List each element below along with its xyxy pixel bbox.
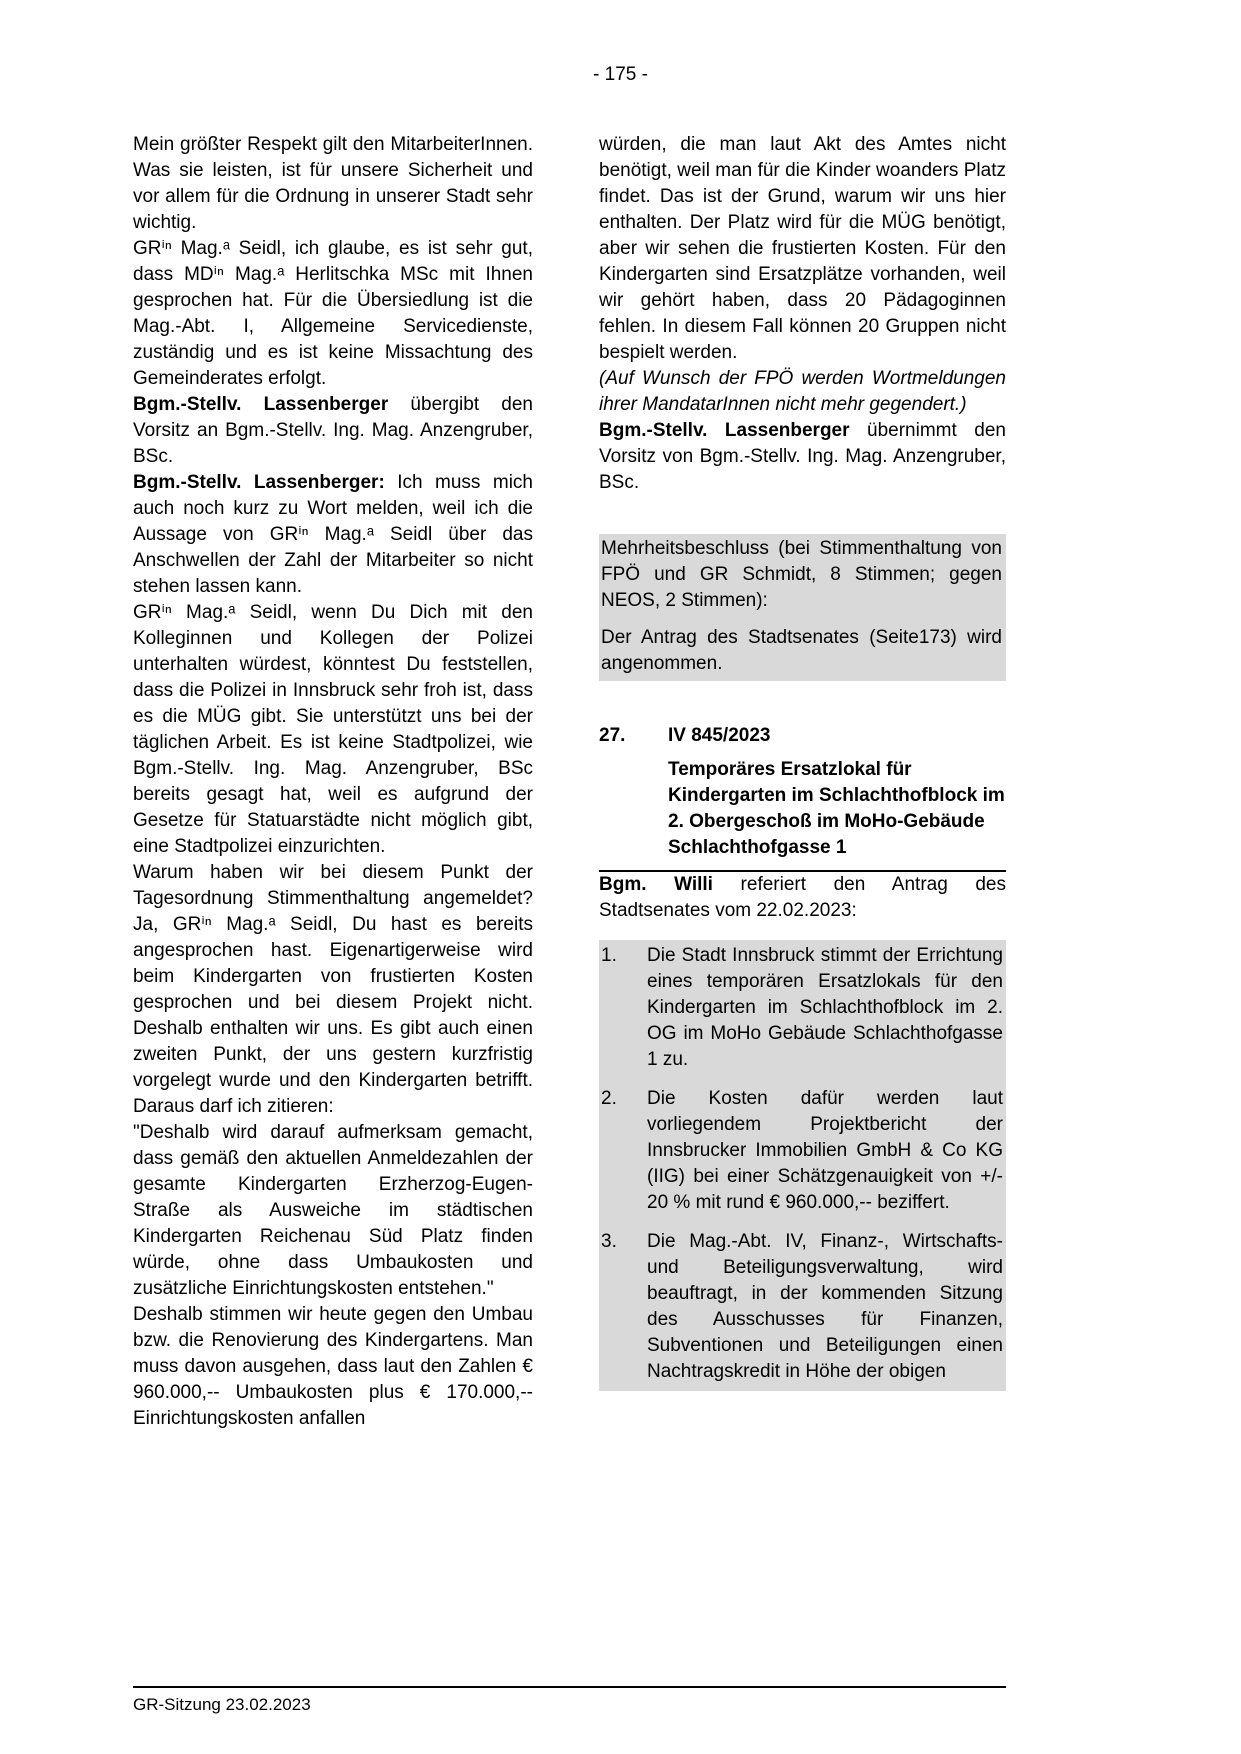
motion-item xyxy=(601,943,1003,1073)
paragraph: würden, die man laut Akt des Amtes nicht benötigt, weil man für die Kinder woanders Platz findet. Das ist der Grund, warum wir uns hier enthalten. Der Platz wird für die MÜG benötigt, aber wir sehen die frustierten Kosten. Für den Kindergarten sind Ersatzplätze vorhanden, weil wir gehört haben, dass 20 Pädagoginnen fehlen. In diesem Fall können 20 Gruppen nicht bespielt werden. xyxy=(599,134,1006,363)
paragraph-text: Ich muss mich auch noch kurz zu Wort melden, weil ich die Aussage von GRⁱⁿ Mag.ᵃ Seidl über das Anschwellen der Zahl der Mitarbeiter so nicht stehen lassen kann. xyxy=(133,472,533,597)
motion-item-number: 2. xyxy=(601,1088,617,1109)
speech-paragraph xyxy=(133,470,533,600)
referent-paragraph xyxy=(599,872,1006,924)
chair-handover-paragraph xyxy=(133,392,533,470)
quote-paragraph: "Deshalb wird darauf aufmerksam gemacht, dass gemäß den aktuellen Anmeldezahlen der gesamte Kindergarten Erzherzog-Eugen-Straße als Ausweiche im städtischen Kindergarten Reichenau Süd Platz finden würde, ohne dass Umbaukosten und zusätzliche Einrichtungskosten entstehen." xyxy=(133,1122,533,1299)
page-footer: GR-Sitzung 23.02.2023 xyxy=(133,1686,1006,1716)
paragraph-text: referiert den Antrag des Stadtsenates vom 22.02.2023: xyxy=(599,874,1006,921)
paragraph: GRⁱⁿ Mag.ᵃ Seidl, ich glaube, es ist sehr gut, dass MDⁱⁿ Mag.ᵃ Herlitschka MSc mit Ihnen gesprochen hat. Für die Übersiedlung ist die Mag.-Abt. I, Allgemeine Servicedienste, zuständig und es ist keine Missachtung des Gemeinderates erfolgt. xyxy=(133,238,533,389)
agenda-item-ref: IV 845/2023 xyxy=(668,725,771,746)
paragraph: Mein größter Respekt gilt den MitarbeiterInnen. Was sie leisten, ist für unsere Sicherheit und vor allem für die Ordnung in unserer Stadt sehr wichtig. xyxy=(133,134,533,233)
agenda-item-title: Temporäres Ersatzlokal für Kindergarten im Schlachthofblock im 2. Obergeschoß im MoHo-Gebäude Schlachthofgasse 1 xyxy=(668,759,1005,858)
editorial-note-paragraph: (Auf Wunsch der FPÖ werden Wortmeldungen ihrer MandatarInnen nicht mehr gegendert.) xyxy=(599,368,1006,415)
right-column xyxy=(599,132,1006,1391)
left-column xyxy=(133,132,533,1432)
page-number: - 175 - xyxy=(593,64,648,85)
paragraph: GRⁱⁿ Mag.ᵃ Seidl, wenn Du Dich mit den Kolleginnen und Kollegen der Polizei unterhalten würdest, könntest Du feststellen, dass die Polizei in Innsbruck sehr froh ist, dass es die MÜG gibt. Sie unterstützt uns bei der täglichen Arbeit. Es ist keine Stadtpolizei, wie Bgm.-Stellv. Ing. Mag. Anzengruber, BSc bereits gesagt hat, weil es aufgrund der Gesetze für Statuarstädte nicht möglich gibt, eine Stadtpolizei einzurichten. xyxy=(133,602,533,857)
speaker-name: Bgm.-Stellv. Lassenberger: xyxy=(133,472,385,493)
motion-item xyxy=(601,1086,1003,1216)
speaker-name: Bgm. Willi xyxy=(599,874,713,895)
decision-outcome: Der Antrag des Stadtsenates (Seite173) wird angenommen. xyxy=(601,627,1002,674)
agenda-item-header xyxy=(599,723,1006,749)
motion-item-text: Die Stadt Innsbruck stimmt der Errichtung eines temporären Ersatzlokals für den Kindergarten im Schlachthofblock im 2. OG im MoHo Gebäude Schlachthofgasse 1 zu. xyxy=(647,945,1003,1070)
motion-highlight-block xyxy=(599,940,1006,1391)
paragraph: Warum haben wir bei diesem Punkt der Tagesordnung Stimmenthaltung angemeldet? Ja, GRⁱⁿ Mag.ᵃ Seidl, Du hast es bereits angesprochen hast. Eigenartigerweise wird beim Kindergarten von frustierten Kosten gesprochen und bei diesem Projekt nicht. Deshalb enthalten wir uns. Es gibt auch einen zweiten Punkt, der uns gestern kurzfristig vorgelegt wurde und den Kindergarten betrifft. Daraus darf ich zitieren: xyxy=(133,862,533,1117)
speaker-name: Bgm.-Stellv. Lassenberger xyxy=(599,420,850,441)
motion-item-text: Die Mag.-Abt. IV, Finanz-, Wirtschafts- und Beteiligungsverwaltung, wird beauftragt, in der kommenden Sitzung des Ausschusses für Finanzen, Subventionen und Beteiligungen einen Nachtragskredit in Höhe der obigen xyxy=(647,1231,1003,1382)
motion-item-text: Die Kosten dafür werden laut vorliegendem Projektbericht der Innsbrucker Immobilien GmbH & Co KG (IIG) bei einer Schätzgenauigkeit von +/- 20 % mit rund € 960.000,-- beziffert. xyxy=(647,1088,1003,1213)
paragraph-text: übergibt den Vorsitz an Bgm.-Stellv. Ing. Mag. Anzengruber, BSc. xyxy=(133,394,534,467)
motion-item-number: 3. xyxy=(601,1231,617,1252)
decision-result: Mehrheitsbeschluss (bei Stimmenthaltung von FPÖ und GR Schmidt, 8 Stimmen; gegen NEOS, 2 Stimmen): xyxy=(601,538,1002,611)
paragraph-text: übernimmt den Vorsitz von Bgm.-Stellv. Ing. Mag. Anzengruber, BSc. xyxy=(599,420,1006,493)
motion-item xyxy=(601,1229,1003,1385)
decision-highlight-block xyxy=(599,534,1006,681)
paragraph: Deshalb stimmen wir heute gegen den Umbau bzw. die Renovierung des Kindergartens. Man muss davon ausgehen, dass laut den Zahlen € 960.000,-- Umbaukosten plus € 170.000,-- Einrichtungskosten anfallen xyxy=(133,1304,533,1429)
speaker-name: Bgm.-Stellv. Lassenberger xyxy=(133,394,389,415)
chair-handover-paragraph xyxy=(599,418,1006,496)
agenda-item-number: 27. xyxy=(599,725,626,746)
motion-item-number: 1. xyxy=(601,945,617,966)
